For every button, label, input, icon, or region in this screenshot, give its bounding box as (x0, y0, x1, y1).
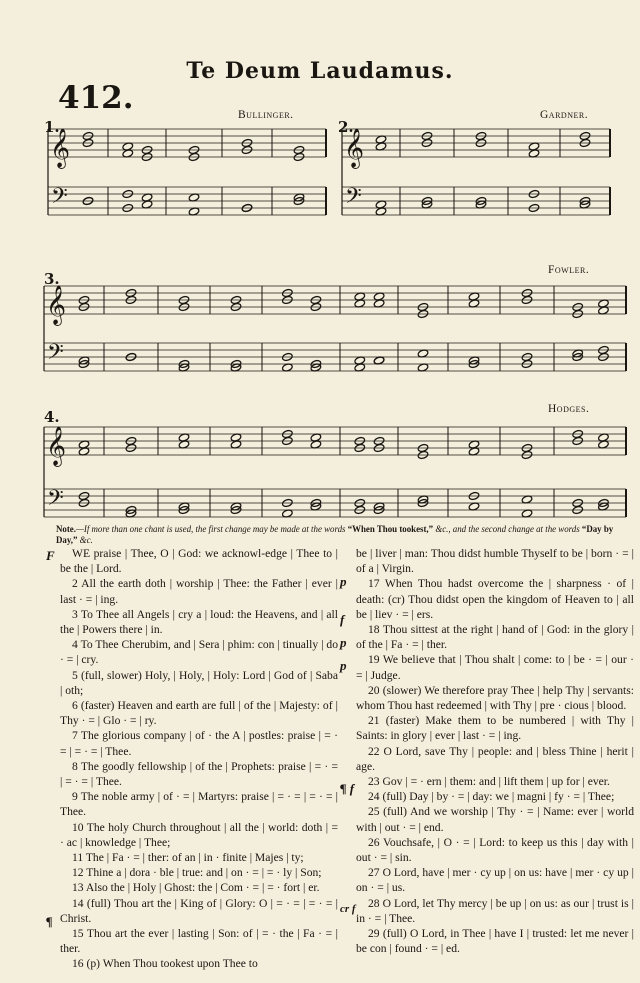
svg-text:𝄢: 𝄢 (345, 184, 362, 214)
verse: 13 Also the | Holy | Ghost: the | Com · = | = · fort | er. (72, 881, 320, 895)
verse: 9 The noble army | of · = | Martyrs: praise | = · = | = · = | Thee. (60, 790, 338, 819)
dynamic-mark-f: F (46, 548, 55, 563)
verse: 22 O Lord, save Thy | people: and | bless Thine | herit | age. (356, 744, 634, 773)
verse: 7 The glorious company | of · the A | postles: praise | = · = | = · = | Thee. (60, 729, 338, 758)
verse: WE praise | Thee, O | God: we acknowl-edge | Thee to | be the | Lord. (60, 547, 338, 576)
hymn-number: 412. (58, 80, 134, 116)
chant-number-1: 1. (44, 118, 60, 136)
verse: 18 Thou sittest at the right | hand of | God: in the glory | of the | Fa · = | ther. (356, 623, 634, 652)
verse: 25 (full) And we worship | Thy · = | Name: ever | world with | out · = | end. (356, 805, 634, 834)
left-text-column (60, 546, 338, 972)
right-text-column (356, 546, 634, 956)
tune-name-2: Gardner. (540, 109, 589, 121)
chant-number-4: 4. (44, 408, 60, 426)
verse: 20 (slower) We therefore pray Thee | help Thy | servants: whom Thou hast redeemed | with Thy | pre · cious | blood. (356, 683, 634, 713)
tune-name-3: Fowler. (548, 264, 590, 276)
pilcrow-mark: ¶ (46, 914, 53, 929)
svg-text:𝄞: 𝄞 (344, 128, 365, 168)
verse: 8 The goodly fellowship | of the | Prophets: praise | = · = | = · = | Thee. (60, 759, 338, 789)
verse: 17 When Thou hadst overcome the | sharpness · of | death: (cr) Thou didst open the kingdom of Heaven to | all be | liev · = | ers. (356, 577, 634, 621)
dynamic-mark-pf: ¶ f (340, 781, 355, 796)
verse: 4 To Thee Cherubim, and | Sera | phim: con | tinually | do · = | cry. (60, 638, 338, 667)
hymn-title: Te Deum Laudamus. (186, 58, 454, 84)
staff-lines (44, 129, 626, 517)
verse: 28 O Lord, let Thy mercy | be up | on us: as our | trust is | in · = | Thee. (356, 896, 634, 925)
svg-text:𝄢: 𝄢 (47, 486, 64, 516)
verse: 12 Thine a | dora · ble | true: and | on · = | = · ly | Son; (72, 866, 322, 880)
footnote: Note.—If more than one chant is used, the first change may be made at the words “When Thou tookest,” &c., and the second change at the words “Day by Day,” &c. (56, 524, 614, 545)
verse: 24 (full) Day | by · = | day: we | magni | fy · = | Thee; (368, 790, 615, 804)
verse: 3 To Thee all Angels | cry a | loud: the Heavens, and | all the | Powers there | in. (60, 607, 338, 637)
svg-text:𝄢: 𝄢 (51, 184, 68, 214)
dynamic-mark-f2: f (340, 612, 345, 627)
verse: 23 Gov | = · ern | them: and | lift them | up for | ever. (368, 775, 610, 789)
clefs (46, 128, 364, 516)
verse: 14 (full) Thou art the | King of | Glory: O | = · = | = · = | Christ. (60, 896, 338, 925)
tune-name-4: Hodges. (548, 403, 590, 415)
svg-text:𝄞: 𝄞 (46, 426, 67, 466)
verse: 6 (faster) Heaven and earth are full | of the | Majesty: of | Thy · = | Glo · = | ry. (60, 699, 338, 728)
verse: 16 (p) When Thou tookest upon Thee to (72, 957, 258, 971)
verse: 26 Vouchsafe, | O · = | Lord: to keep us this | day with | out · = | sin. (356, 835, 634, 865)
verse: be | liver | man: Thou didst humble Thyself to be | born · = | of a | Virgin. (356, 547, 634, 576)
verse: 27 O Lord, have | mer · cy up | on us: have | mer · cy up | on · = | us. (356, 866, 634, 895)
dynamic-mark-p: p (340, 574, 347, 589)
svg-text:𝄢: 𝄢 (47, 340, 64, 370)
chant-number-3: 3. (44, 270, 60, 288)
verse: 10 The holy Church throughout | all the | world: doth | = · ac | knowledge | Thee; (60, 820, 338, 849)
verse: 29 (full) O Lord, in Thee | have I | trusted: let me never | be con | found · = | ed. (356, 927, 634, 956)
note-heads (78, 131, 609, 518)
dynamic-mark-p3: p (340, 658, 347, 673)
verse: 19 We believe that | Thou shalt | come: to | be · = | our · = | Judge. (356, 653, 634, 682)
tune-name-1: Bullinger. (238, 109, 294, 121)
svg-text:𝄞: 𝄞 (50, 128, 71, 168)
chant-number-2: 2. (338, 118, 354, 136)
dynamic-mark-p2: p (340, 635, 347, 650)
dynamic-mark-crf: cr f (340, 903, 356, 915)
verse: 21 (faster) Make them to be numbered | with Thy | Saints: in glory | ever | last · = | ing. (356, 714, 634, 743)
verse: 2 All the earth doth | worship | Thee: the Father | ever | last · = | ing. (60, 577, 338, 606)
verse: 5 (full, slower) Holy, | Holy, | Holy: Lord | God of | Saba | oth; (60, 668, 338, 697)
svg-text:𝄞: 𝄞 (46, 285, 67, 325)
verse: 11 The | Fa · = | ther: of an | in · finite | Majes | ty; (72, 851, 304, 865)
verse: 15 Thou art the ever | lasting | Son: of | = · the | Fa · = | ther. (60, 927, 338, 956)
